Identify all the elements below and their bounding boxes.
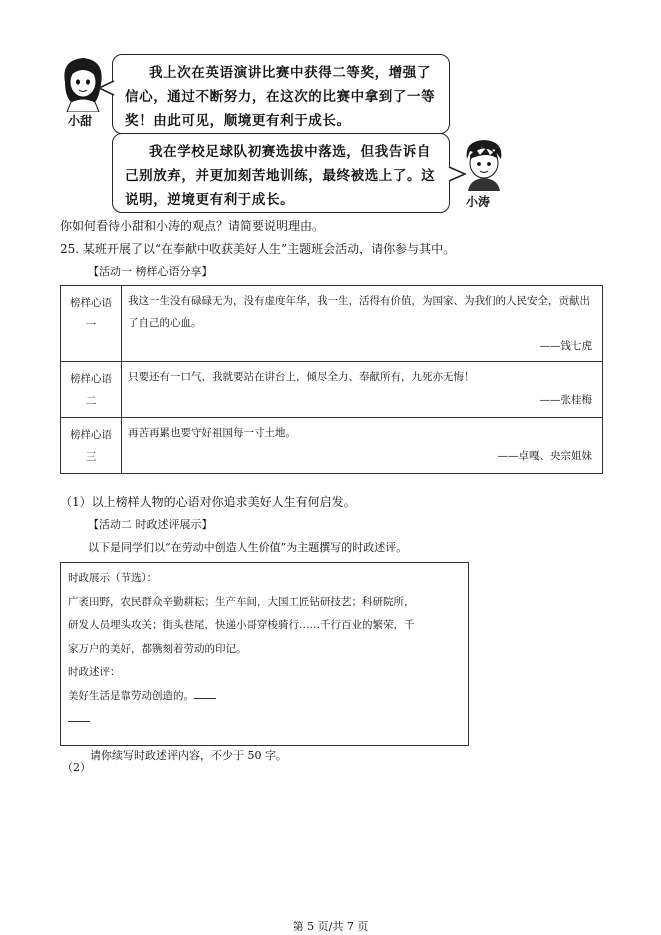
table-row xyxy=(61,286,603,362)
page-footer: 第 5 页/共 7 页 xyxy=(292,920,369,933)
answer-blank[interactable] xyxy=(194,688,216,699)
activity-2-intro: 以下是同学们以“在劳动中创造人生价值”为主题撰写的时政述评。 xyxy=(88,541,408,554)
boy-speech-text: 我在学校足球队初赛选拔中落选，但我告诉自己别放弃，并更加刻苦地训练，最终被选上了。这说明，逆境更有利于成长。 xyxy=(125,144,436,208)
girl-speech-bubble xyxy=(112,54,450,134)
box-line: 广袤田野，农民群众辛勤耕耘；生产车间，大国工匠钻研技艺；科研院所， xyxy=(68,595,415,608)
box-line: 美好生活是靠劳动创造的。 xyxy=(68,689,194,702)
model-label: 榜样心语二 xyxy=(61,362,122,418)
model-label: 榜样心语一 xyxy=(61,286,122,362)
activity-1-title: 【活动一 榜样心语分享】 xyxy=(88,265,213,278)
model-quote-cell xyxy=(122,418,603,474)
girl-name: 小甜 xyxy=(68,114,93,128)
sub-question-1: （1）以上榜样人物的心语对你追求美好人生有何启发。 xyxy=(60,495,356,509)
model-author: ——卓嘎、央宗姐妹 xyxy=(497,450,592,462)
model-label: 榜样心语三 xyxy=(61,418,122,474)
table-row xyxy=(61,362,603,418)
boy-speech-bubble xyxy=(112,133,450,213)
model-author: ——张桂梅 xyxy=(539,394,592,406)
commentary-box xyxy=(60,562,469,746)
model-quote-cell xyxy=(122,362,603,418)
question-25-intro: 25. 某班开展了以“在奉献中收获美好人生”主题班会活动，请你参与其中。 xyxy=(60,242,456,256)
role-model-quotes-table xyxy=(60,285,603,474)
model-quote-cell xyxy=(122,286,603,362)
sub-question-2-number: （2） xyxy=(62,761,91,774)
box-line-with-blank xyxy=(68,685,461,709)
activity-2-title: 【活动二 时政述评展示】 xyxy=(88,518,213,531)
sub-question-2-text: 请你续写时政述评内容，不少于 50 字。 xyxy=(90,749,287,762)
box-line: 时政展示（节选）： xyxy=(68,572,158,584)
table-row xyxy=(61,418,603,474)
boy-name: 小涛 xyxy=(466,195,491,209)
answer-blank-line[interactable] xyxy=(68,708,461,732)
girl-speech-text: 我上次在英语演讲比赛中获得二等奖，增强了信心，通过不断努力，在这次的比赛中拿到了一等奖！由此可见，顺境更有利于成长。 xyxy=(125,65,436,129)
question-24-prompt: 你如何看待小甜和小涛的观点？请简要说明理由。 xyxy=(60,219,325,233)
box-line: 研发人员埋头攻关；街头巷尾，快递小哥穿梭骑行……千行百业的繁荣，千 xyxy=(68,619,415,631)
girl-bubble-tail xyxy=(98,80,116,96)
boy-illustration xyxy=(458,137,510,191)
model-author: ——钱七虎 xyxy=(539,340,592,352)
box-line: 家万户的美好，都镌刻着劳动的印记。 xyxy=(68,642,247,655)
box-line: 时政述评： xyxy=(68,666,121,678)
model-quote: 我这一生没有碌碌无为，没有虚度年华，我一生，活得有价值，为国家、为我们的人民安全，贡献出了自己的心血。 xyxy=(128,295,590,329)
model-quote: 再苦再累也要守好祖国每一寸土地。 xyxy=(128,427,296,439)
model-quote: 只要还有一口气，我就要站在讲台上，倾尽全力、奉献所有，九死亦无悔！ xyxy=(128,371,475,383)
